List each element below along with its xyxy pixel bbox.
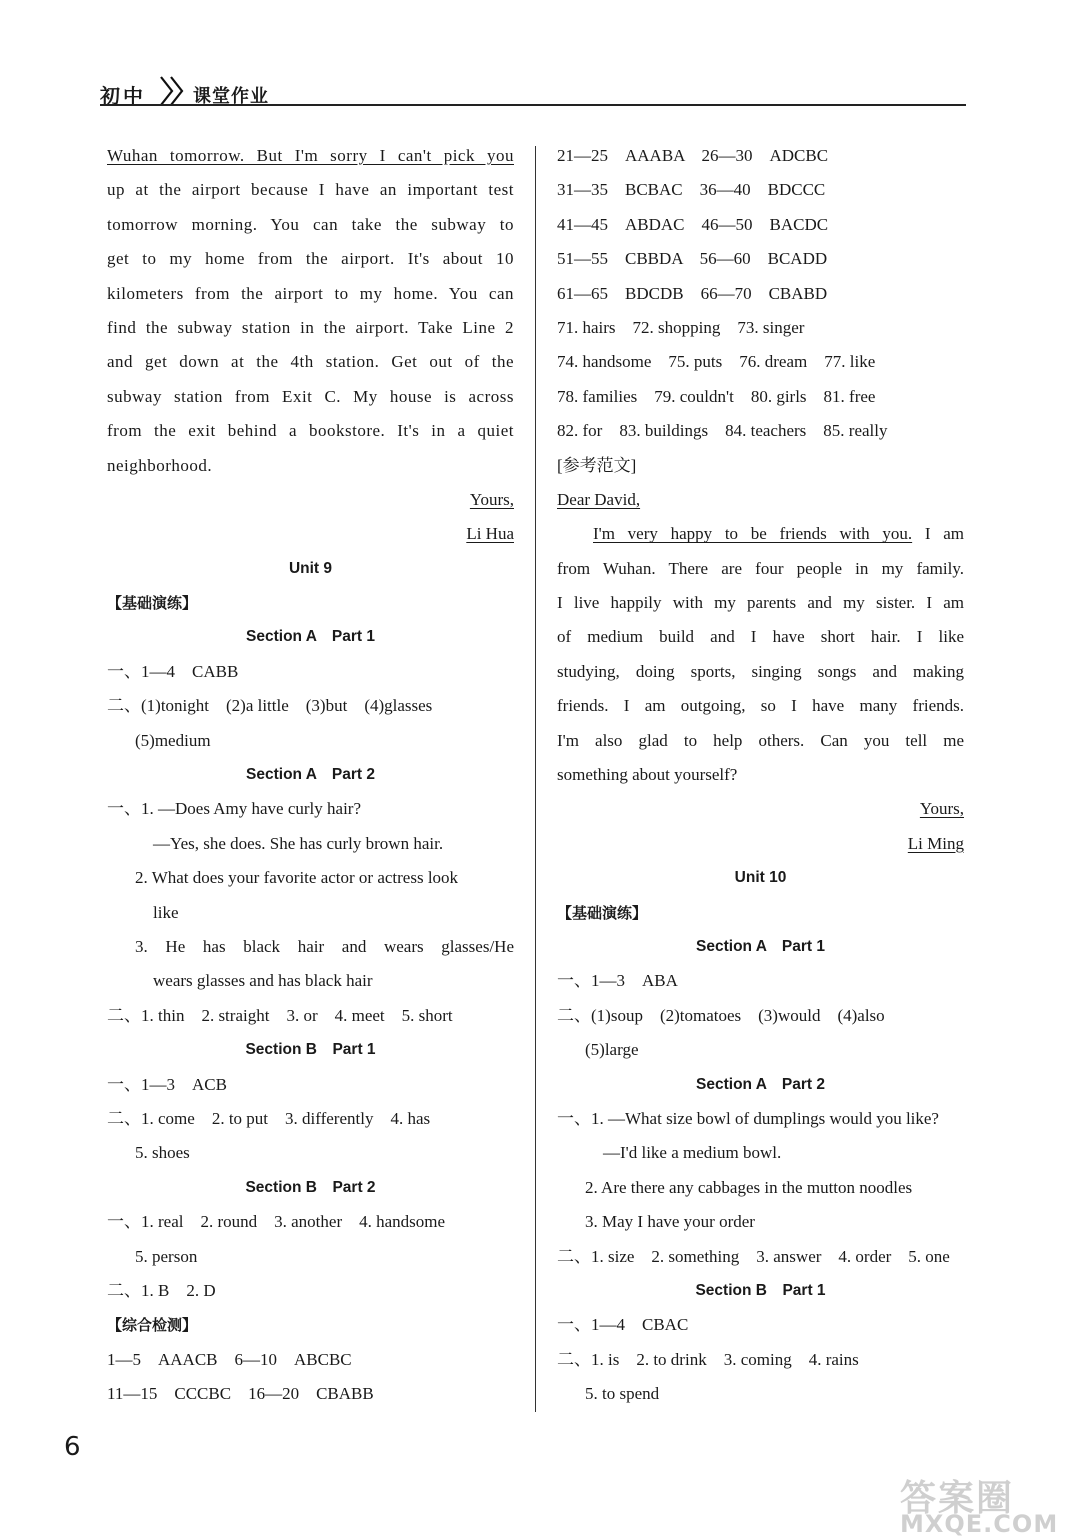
answer-line: 3. May I have your order	[585, 1212, 755, 1232]
watermark-site: MXQE.COM	[900, 1510, 1059, 1538]
page-number: 6	[64, 1432, 81, 1462]
essay-line: of medium build and I have short hair. I like	[557, 627, 964, 647]
answer-line: like	[153, 902, 179, 922]
answer-line: 11—15 CCCBC 16—20 CBABB	[107, 1384, 374, 1404]
answer-line: 5. to spend	[585, 1384, 660, 1404]
comprehensive-test-label: 【综合检测】	[107, 1316, 198, 1335]
letter-line: up at the airport because I have an important test	[107, 180, 514, 200]
letter-line: subway station from Exit C. My house is across	[107, 386, 514, 406]
answer-line: 一、1—3 ACB	[107, 1074, 227, 1094]
answer-line: 二、1. size 2. something 3. answer 4. order 5. one	[557, 1246, 950, 1266]
essay-signature: Li Ming	[907, 833, 964, 853]
essay-line: friends. I am outgoing, so I have many friends.	[557, 696, 964, 716]
answer-line: 一、1—4 CABB	[107, 661, 239, 681]
letter-line: tomorrow morning. You can take the subway to	[107, 214, 514, 234]
answer-line: —I'd like a medium bowl.	[603, 1143, 782, 1163]
essay-line: I live happily with my parents and my sister. I am	[557, 593, 964, 613]
answer-line: 一、1—4 CBAC	[557, 1315, 689, 1335]
letter-sign-off: Yours,	[469, 489, 514, 509]
answer-line: 41—45 ABDAC 46—50 BACDC	[557, 214, 829, 234]
letter-line	[107, 139, 514, 173]
series-title: 课堂作业	[193, 86, 269, 107]
answer-line: 1—5 AAACB 6—10 ABCBC	[107, 1349, 352, 1369]
section-heading: Section A Part 1	[246, 628, 375, 646]
answer-line: 二、(1)soup (2)tomatoes (3)would (4)also	[557, 1005, 885, 1025]
section-heading: Section A Part 2	[246, 766, 375, 784]
answer-line: 5. shoes	[135, 1143, 190, 1163]
answer-line: 82. for 83. buildings 84. teachers 85. really	[557, 421, 888, 441]
essay-line: I'm also glad to help others. Can you tell me	[557, 730, 964, 750]
letter-line: get to my home from the airport. It's about 10	[107, 249, 514, 269]
essay-line: something about yourself?	[557, 765, 738, 785]
column-divider	[535, 146, 536, 1412]
section-heading: Section B Part 1	[695, 1281, 826, 1299]
right-column	[557, 139, 964, 1411]
watermark-mark: 答案圈	[900, 1478, 1015, 1519]
essay-line: studying, doing sports, singing songs and making	[557, 661, 964, 681]
essay-sign-off: Yours,	[919, 799, 964, 819]
letter-line: and get down at the 4th station. Get out of the	[107, 352, 514, 372]
site-watermark	[900, 1470, 1080, 1536]
answer-line: 78. families 79. couldn't 80. girls 81. free	[557, 386, 876, 406]
essay-line: I'm very happy to be friends with you. I am	[593, 524, 964, 544]
answer-line: 一、1. —Does Amy have curly hair?	[107, 799, 361, 819]
essay-line: from Wuhan. There are four people in my family.	[557, 558, 964, 578]
header-divider	[100, 104, 966, 106]
answer-line: wears glasses and has black hair	[153, 971, 373, 991]
letter-line: neighborhood.	[107, 455, 213, 475]
answer-line: 二、1. B 2. D	[107, 1280, 216, 1300]
answer-line: —Yes, she does. She has curly brown hair.	[153, 833, 444, 853]
answer-line: 二、1. is 2. to drink 3. coming 4. rains	[557, 1349, 859, 1369]
essay-greeting: Dear David,	[557, 489, 641, 509]
answer-line: 51—55 CBBDA 56—60 BCADD	[557, 249, 828, 269]
answer-line: 一、1—3 ABA	[557, 971, 678, 991]
answer-line: 31—35 BCBAC 36—40 BDCCC	[557, 180, 826, 200]
letter-signature: Li Hua	[466, 524, 514, 544]
letter-line: from the exit behind a bookstore. It's in a quiet	[107, 421, 514, 441]
double-chevron-icon	[158, 74, 188, 108]
answer-line: 61—65 BDCDB 66—70 CBABD	[557, 283, 828, 303]
section-heading: Section A Part 1	[696, 937, 825, 955]
answer-line: 一、1. real 2. round 3. another 4. handsome	[107, 1212, 446, 1232]
answer-line: 2. Are there any cabbages in the mutton noodles	[585, 1177, 913, 1197]
answer-line: 74. handsome 75. puts 76. dream 77. like	[557, 352, 876, 372]
unit-heading: Unit 10	[734, 869, 787, 887]
left-column	[107, 139, 514, 1411]
answer-line: 二、1. come 2. to put 3. differently 4. has	[107, 1108, 431, 1128]
answer-line: (5)large	[585, 1040, 639, 1060]
answer-line: 一、1. —What size bowl of dumplings would you like?	[557, 1108, 939, 1128]
basic-practice-label: 【基础演练】	[107, 594, 198, 613]
section-heading: Section A Part 2	[696, 1075, 825, 1093]
reference-essay-label: [参考范文]	[557, 455, 637, 475]
answer-line: 5. person	[135, 1246, 198, 1266]
answer-line: 二、1. thin 2. straight 3. or 4. meet 5. short	[107, 1005, 453, 1025]
letter-line-underlined: Wuhan tomorrow. But I'm sorry I can't pick you	[107, 146, 514, 165]
answer-line: (5)medium	[135, 730, 211, 750]
answer-line: 二、(1)tonight (2)a little (3)but (4)glasses	[107, 696, 433, 716]
answer-line: 71. hairs 72. shopping 73. singer	[557, 317, 805, 337]
letter-line: find the subway station in the airport. Take Line 2	[107, 317, 514, 337]
section-heading: Section B Part 1	[245, 1041, 376, 1059]
answer-line: 3. He has black hair and wears glasses/He	[135, 936, 514, 956]
series-level: 初中	[100, 84, 146, 108]
answer-line: 21—25 AAABA 26—30 ADCBC	[557, 146, 829, 165]
letter-line: kilometers from the airport to my home. You can	[107, 283, 514, 303]
basic-practice-label: 【基础演练】	[557, 903, 648, 922]
unit-heading: Unit 9	[288, 559, 333, 577]
answer-line: 2. What does your favorite actor or actress look	[135, 868, 459, 888]
section-heading: Section B Part 2	[245, 1178, 376, 1196]
